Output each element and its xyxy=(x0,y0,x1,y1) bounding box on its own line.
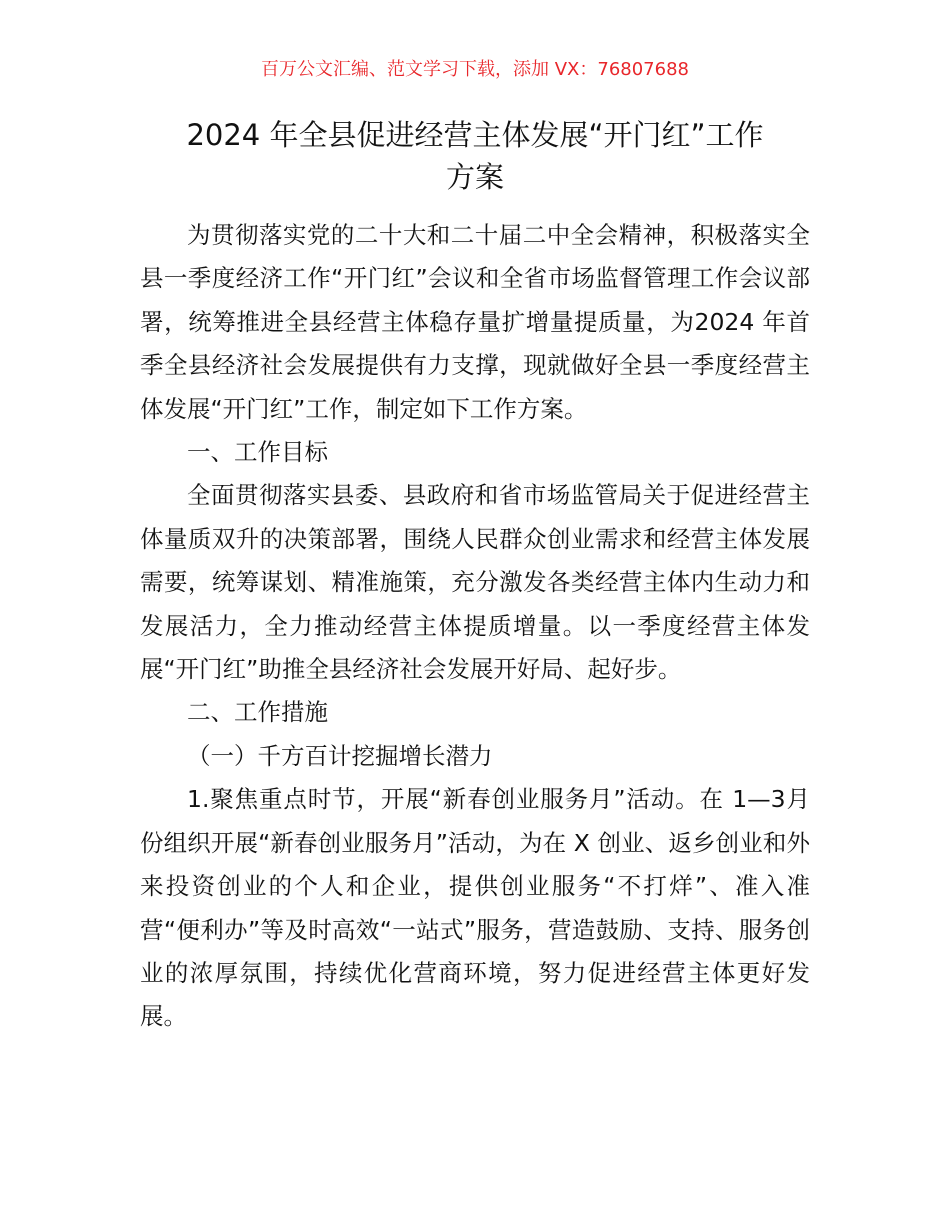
header-watermark-note: 百万公文汇编、范文学习下载，添加 VX：76807688 xyxy=(261,59,689,80)
section-2-heading: 二、工作措施 xyxy=(187,698,328,727)
intro-paragraph: 为贯彻落实党的二十大和二十届二中全会精神，积极落实全县一季度经济工作“开门红”会议和全省市场监督管理工作会议部署，统筹推进全县经营主体稳存量扩增量提质量，为2024 年首季全县经济社会发展提供有力支撑，现就做好全县一季度经营主体发展“开门红”工作，制定如下工作方案。 xyxy=(140,221,810,423)
document-title xyxy=(120,114,830,198)
title-line-1: 2024 年全县促进经营主体发展“开门红”工作 xyxy=(186,118,764,152)
document-body xyxy=(140,214,810,1039)
title-line-2: 方案 xyxy=(445,160,504,194)
section-1-paragraph: 全面贯彻落实县委、县政府和省市场监管局关于促进经营主体量质双升的决策部署，围绕人民群众创业需求和经营主体发展需要，统筹谋划、精准施策，充分激发各类经营主体内生动力和发展活力，全力推动经营主体提质增量。以一季度经营主体发展“开门红”助推全县经济社会发展开好局、起好步。 xyxy=(140,481,810,684)
item-1-paragraph: 1.聚焦重点时节，开展“新春创业服务月”活动。在 1—3月份组织开展“新春创业服务月”活动，为在 X 创业、返乡创业和外来投资创业的个人和企业，提供创业服务“不打烊”、准入准营“便利办”等及时高效“一站式”服务，营造鼓励、支持、服务创业的浓厚氛围，持续优化营商环境，努力促进经营主体更好发展。 xyxy=(140,785,810,1031)
subsection-1-heading: （一）千方百计挖掘增长潜力 xyxy=(187,741,493,770)
section-1-heading: 一、工作目标 xyxy=(187,438,328,467)
